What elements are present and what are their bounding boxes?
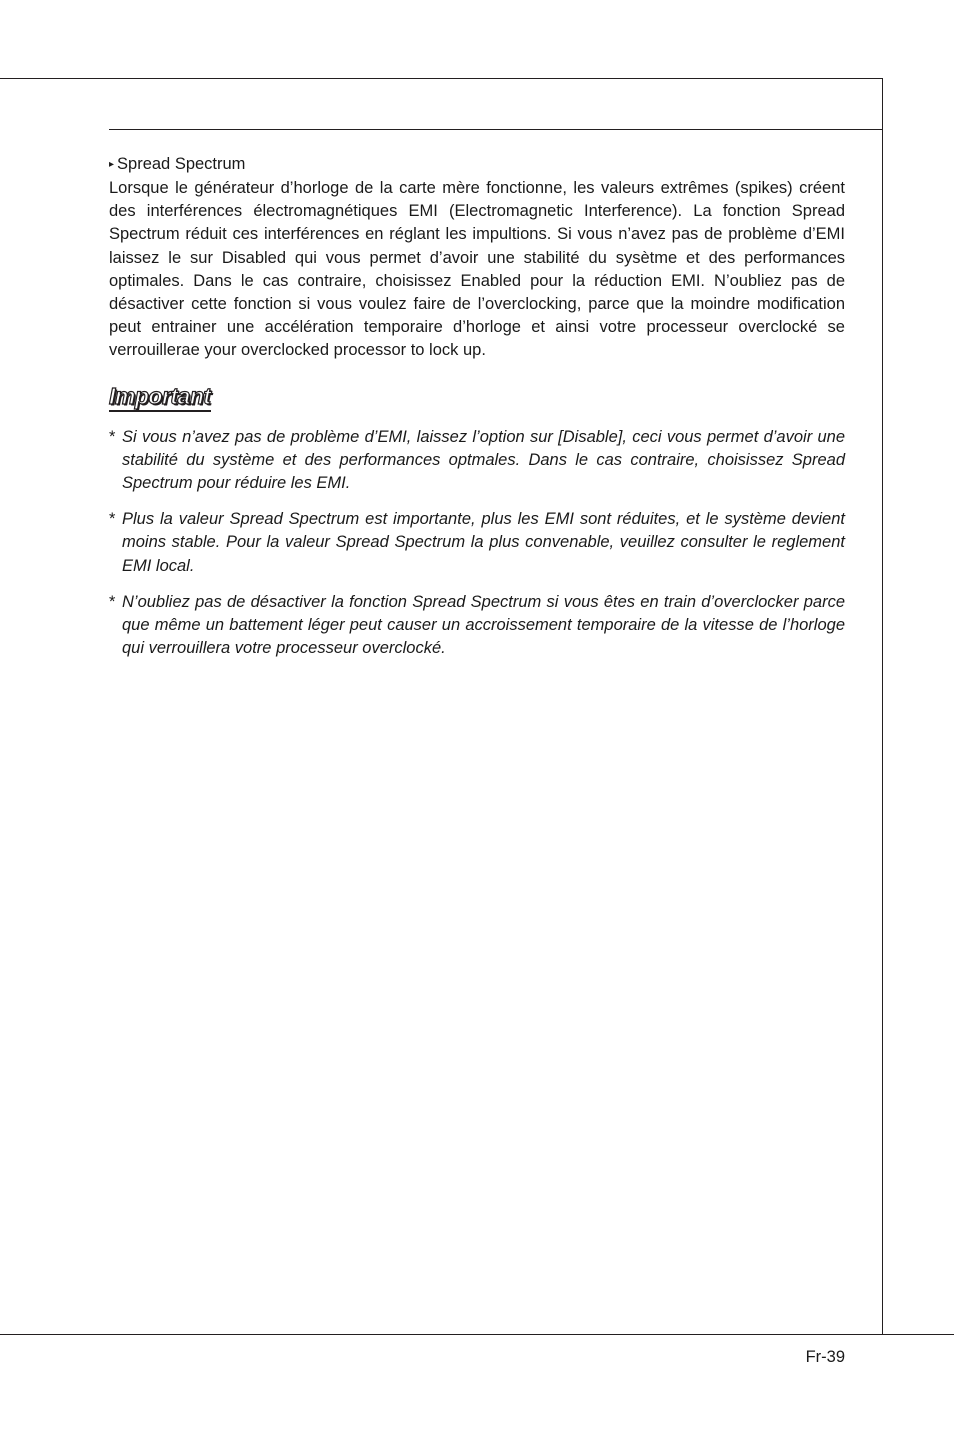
page-content: [109, 152, 845, 673]
note-text: N’oubliez pas de désactiver la fonction Spread Spectrum si vous êtes en train d’overclocker parce que même un battement léger peut causer un accroissement temporaire de la vitesse de l’horloge qui verrouillera votre processeur overclocké.: [122, 592, 845, 658]
note-text: Plus la valeur Spread Spectrum est importante, plus les EMI sont réduites, et le système devient moins stable. Pour la valeur Spread Spectrum la plus convenable, veuillez consulter le reglement EMI local.: [122, 510, 845, 575]
header-rule: [109, 129, 883, 130]
section-heading: [109, 152, 845, 177]
important-note: [109, 591, 845, 661]
note-text: Si vous n’avez pas de problème d’EMI, laissez l’option sur [Disable], ceci vous permet d’avoir une stabilité du système et des performances optmales. Dans le cas contraire, choisissez Spread Spectrum pour réduire les EMI.: [122, 427, 845, 493]
page-number: Fr-39: [805, 1348, 845, 1366]
important-heading: Important: [109, 383, 211, 412]
important-note: [109, 426, 845, 496]
important-note: [109, 508, 845, 578]
triangle-bullet-icon: ▸: [109, 159, 115, 170]
asterisk-bullet: *: [109, 510, 116, 529]
right-border-line: [882, 78, 883, 1334]
section-title: Spread Spectrum: [117, 155, 246, 173]
top-border-line: [0, 78, 883, 79]
asterisk-bullet: *: [109, 427, 116, 446]
important-notes-list: [109, 426, 845, 661]
section-paragraph: Lorsque le générateur d’horloge de la carte mère fonctionne, les valeurs extrêmes (spikes) créent des interférences électromagnétiques EMI (Electromagnetic Interference). La fonction Spread Spectrum réduit ces interférences en réglant les impultions. Si vous n’avez pas de problème d’EMI laissez le sur Disabled qui vous permet d’avoir une stabilité du sysètme et des performances optimales. Dans le cas contraire, choisissez Enabled pour la réduction EMI. N’oubliez pas de désactiver cette fonction si vous voulez faire de l’overclocking, parce que la moindre modification peut entrainer une accélération temporaire d’horloge et ainsi votre processeur overclocké se verrouillerae your overclocked processor to lock up.: [109, 179, 845, 360]
asterisk-bullet: *: [109, 592, 116, 611]
bottom-border-line: [0, 1334, 954, 1335]
